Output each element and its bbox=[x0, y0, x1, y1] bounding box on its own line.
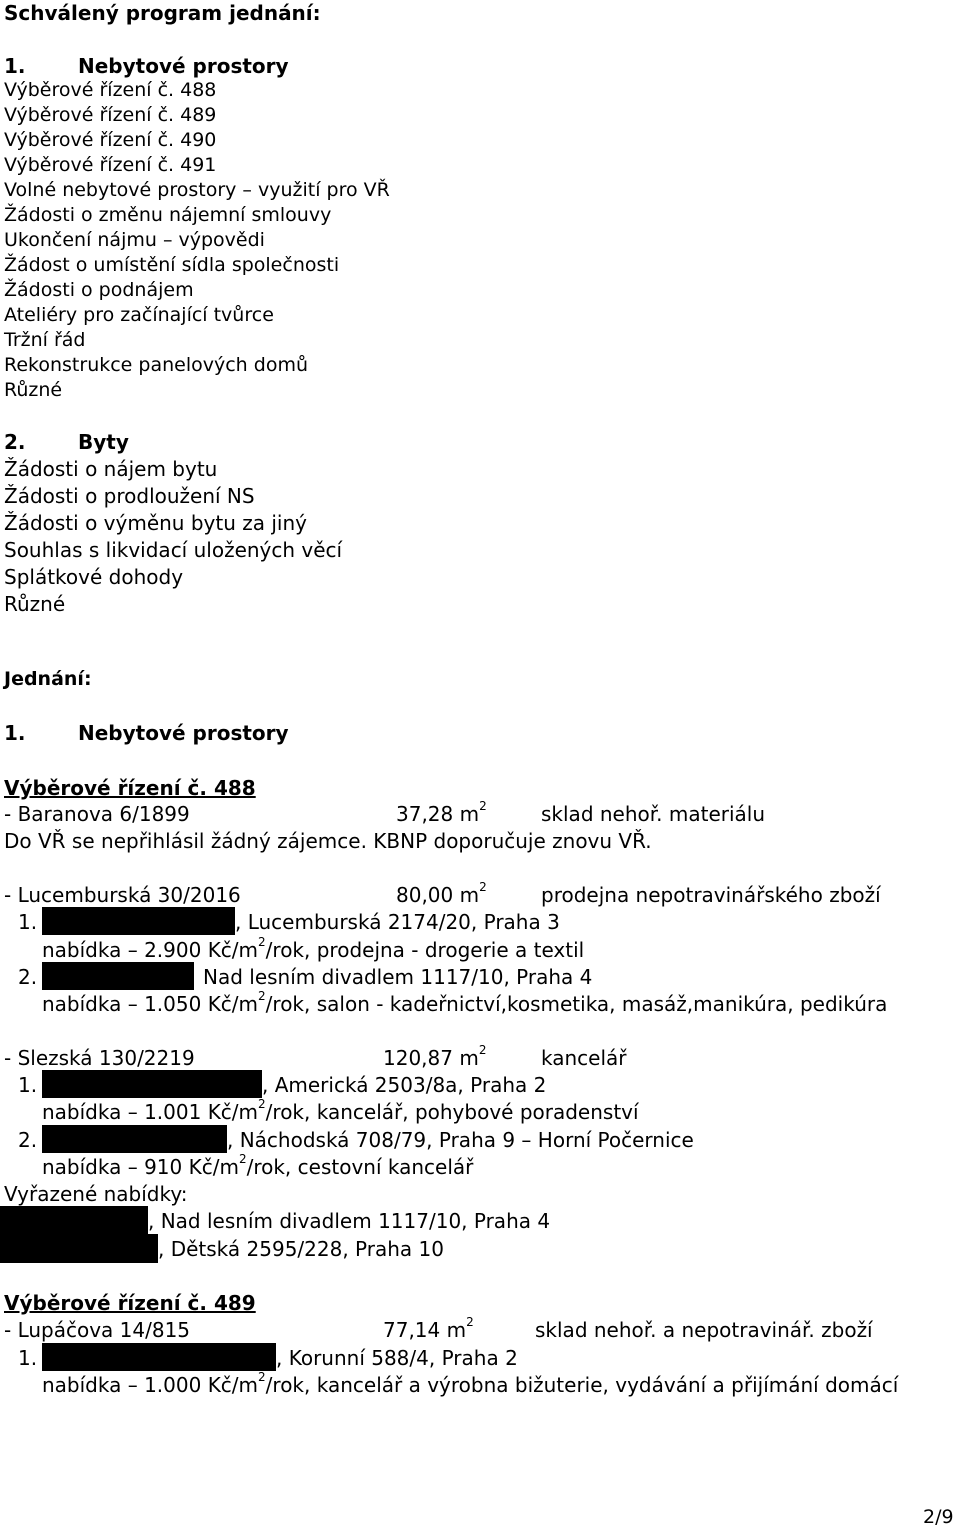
redacted-name bbox=[42, 1343, 276, 1371]
list-item: Výběrové řízení č. 488 bbox=[4, 79, 217, 101]
list-item: Žádosti o změnu nájemní smlouvy bbox=[4, 204, 332, 226]
redacted-name bbox=[42, 907, 235, 935]
property-area: 37,28 $m^2$ bbox=[396, 799, 487, 826]
redacted-name bbox=[0, 1206, 148, 1235]
offer-address: , Lucemburská 2174/20, Praha 3 bbox=[235, 910, 560, 934]
program-section-2-title: Byty bbox=[78, 430, 129, 454]
jednani-section-number: 1. bbox=[4, 721, 26, 745]
program-section-1-title: Nebytové prostory bbox=[78, 54, 289, 78]
list-item: Různé bbox=[4, 592, 66, 616]
list-item: Žádosti o výměnu bytu za jiný bbox=[4, 511, 307, 535]
list-item: Různé bbox=[4, 379, 63, 401]
list-item: Žádosti o prodloužení NS bbox=[4, 484, 255, 508]
redacted-name bbox=[0, 1234, 158, 1263]
program-section-1-number: 1. bbox=[4, 54, 26, 78]
property-area: 77,14 $m^2$ bbox=[383, 1315, 474, 1342]
vr488-title: Výběrové řízení č. 488 bbox=[4, 776, 256, 800]
offer-address: , Korunní 588/4, Praha 2 bbox=[276, 1346, 518, 1370]
list-item: Žádost o umístění sídla společnosti bbox=[4, 254, 340, 276]
offer-address: , Náchodská 708/79, Praha 9 – Horní Počernice bbox=[227, 1128, 694, 1152]
offer-details: nabídka – 2.900 $Kč/m^2$/rok, prodejna - drogerie a textil bbox=[42, 935, 585, 962]
jednani-heading: Jednání: bbox=[4, 668, 92, 690]
offer-details: nabídka – 1.000 $Kč/m^2$/rok, kancelář a výrobna bižuterie, vydávání a přijímání domácí bbox=[42, 1370, 899, 1397]
property-area: 120,87 $m^2$ bbox=[383, 1043, 487, 1070]
offer-number: 2. bbox=[18, 965, 38, 989]
list-item: Výběrové řízení č. 491 bbox=[4, 154, 217, 176]
property-use: prodejna nepotravinářského zboží bbox=[541, 883, 881, 907]
list-item: Výběrové řízení č. 489 bbox=[4, 104, 217, 126]
jednani-section-title: Nebytové prostory bbox=[78, 721, 289, 745]
property-area: 80,00 $m^2$ bbox=[396, 880, 487, 907]
program-section-2-number: 2. bbox=[4, 430, 26, 454]
property-note: Do VŘ se nepřihlásil žádný zájemce. KBNP doporučuje znovu VŘ. bbox=[4, 829, 652, 853]
excluded-offer-address: , Nad lesním divadlem 1117/10, Praha 4 bbox=[148, 1209, 551, 1233]
offer-details: nabídka – 1.001 $Kč/m^2$/rok, kancelář, pohybové poradenství bbox=[42, 1097, 639, 1124]
redacted-name bbox=[42, 1070, 262, 1098]
redacted-name bbox=[42, 962, 194, 990]
property-use: sklad nehoř. a nepotravinář. zboží bbox=[535, 1318, 873, 1342]
offer-details: nabídka – 910 $Kč/m^2$/rok, cestovní kancelář bbox=[42, 1152, 474, 1179]
list-item: Žádosti o podnájem bbox=[4, 279, 194, 301]
excluded-offers-heading: Vyřazené nabídky: bbox=[4, 1182, 188, 1206]
offer-details: nabídka – 1.050 $Kč/m^2$/rok, salon - kadeřnictví,kosmetika, masáž,manikúra, pedikúra bbox=[42, 989, 888, 1016]
list-item: Ukončení nájmu – výpovědi bbox=[4, 229, 265, 251]
page-number: 2/9 bbox=[923, 1506, 954, 1528]
list-item: Žádosti o nájem bytu bbox=[4, 457, 218, 481]
list-item: Tržní řád bbox=[4, 329, 86, 351]
vr489-title: Výběrové řízení č. 489 bbox=[4, 1291, 256, 1315]
excluded-offer-address: , Dětská 2595/228, Praha 10 bbox=[158, 1237, 444, 1261]
property-use: sklad nehoř. materiálu bbox=[541, 802, 766, 826]
page-heading: Schválený program jednání: bbox=[4, 1, 321, 25]
property-address: - Lupáčova 14/815 bbox=[4, 1318, 191, 1342]
property-address: - Lucemburská 30/2016 bbox=[4, 883, 241, 907]
property-address: - Baranova 6/1899 bbox=[4, 802, 190, 826]
property-use: kancelář bbox=[541, 1046, 627, 1070]
redacted-name bbox=[42, 1125, 227, 1153]
list-item: Rekonstrukce panelových domů bbox=[4, 354, 308, 376]
list-item: Ateliéry pro začínající tvůrce bbox=[4, 304, 274, 326]
list-item: Splátkové dohody bbox=[4, 565, 184, 589]
list-item: Výběrové řízení č. 490 bbox=[4, 129, 217, 151]
offer-number: 2. bbox=[18, 1128, 38, 1152]
offer-number: 1. bbox=[18, 910, 38, 934]
offer-address: , Americká 2503/8a, Praha 2 bbox=[262, 1073, 547, 1097]
offer-number: 1. bbox=[18, 1073, 38, 1097]
list-item: Volné nebytové prostory – využití pro VŘ bbox=[4, 179, 390, 201]
offer-number: 1. bbox=[18, 1346, 38, 1370]
list-item: Souhlas s likvidací uložených věcí bbox=[4, 538, 343, 562]
property-address: - Slezská 130/2219 bbox=[4, 1046, 195, 1070]
offer-address: Nad lesním divadlem 1117/10, Praha 4 bbox=[203, 965, 593, 989]
